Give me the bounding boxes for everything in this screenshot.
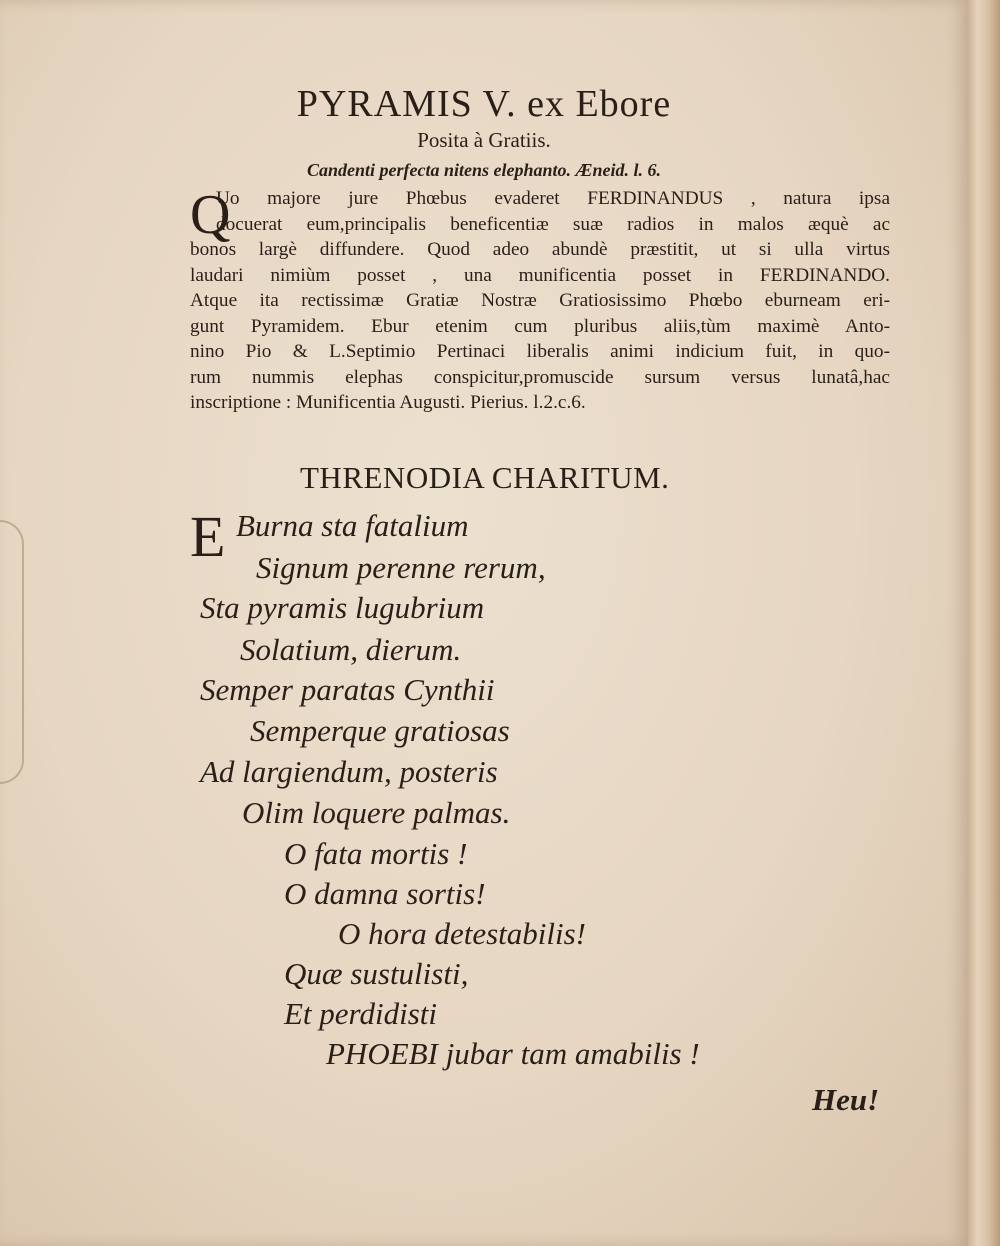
section-heading: THRENODIA CHARITUM. (300, 460, 670, 495)
verse-line: O damna sortis! (284, 876, 486, 911)
verse-line: Signum perenne rerum, (256, 550, 546, 585)
prose-line: nino Pio & L.Septimio Pertinaci liberalis animi indicium fuit, in quo- (190, 341, 890, 362)
verse-line: Solatium, dierum. (240, 632, 462, 667)
verse-line: Semperque gratiosas (250, 713, 510, 748)
verse-line: Olim loquere palmas. (242, 795, 511, 830)
facing-page-edge (968, 0, 1000, 1246)
prose-line: inscriptione : Munificentia Augusti. Pierius. l.2.c.6. (190, 392, 586, 413)
verse-line: Sta pyramis lugubrium (200, 590, 485, 625)
catchword: Heu! (812, 1082, 880, 1117)
page-subtitle: Posita à Gratiis. (417, 128, 551, 152)
prose-line: bonos largè diffundere. Quod adeo abundè præstitit, ut si ulla virtus (190, 239, 890, 260)
drop-cap-e: E (190, 504, 226, 569)
prose-line: Atque ita rectissimæ Gratiæ Nostræ Gratiosissimo Phœbo eburneam eri- (190, 290, 890, 311)
prose-paragraph (190, 186, 890, 416)
prose-line: gunt Pyramidem. Ebur etenim cum pluribus aliis,tùm maximè Anto- (190, 315, 890, 337)
prose-line: Uo majore jure Phœbus evaderet FERDINANDUS , natura ipsa (216, 188, 890, 209)
prose-line: rum nummis elephas conspicitur,promuscide sursum versus lunatâ,hac (190, 366, 890, 388)
verse-line: PHOEBI jubar tam amabilis ! (326, 1036, 700, 1071)
verse-line: Ad largiendum, posteris (200, 754, 498, 789)
drop-cap-q: Q (190, 184, 231, 246)
verse-line: O fata mortis ! (284, 836, 468, 871)
prose-line: laudari nimiùm posset , una munificentia posset in FERDINANDO. (190, 264, 890, 286)
verse-line: Semper paratas Cynthii (200, 672, 495, 707)
verse-line: O hora detestabilis! (338, 916, 586, 951)
page-title: PYRAMIS V. ex Ebore (296, 83, 672, 125)
epigraph: Candenti perfecta nitens elephanto. Æneid. l. 6. (307, 160, 661, 180)
paper-fold-mark (0, 520, 24, 784)
verse-line: Et perdidisti (284, 996, 437, 1031)
verse-line: Quæ sustulisti, (284, 956, 469, 991)
verse-line: Burna sta fatalium (236, 508, 469, 543)
prose-line: docuerat eum,principalis beneficentiæ suæ radios in malos æquè ac (216, 213, 890, 235)
